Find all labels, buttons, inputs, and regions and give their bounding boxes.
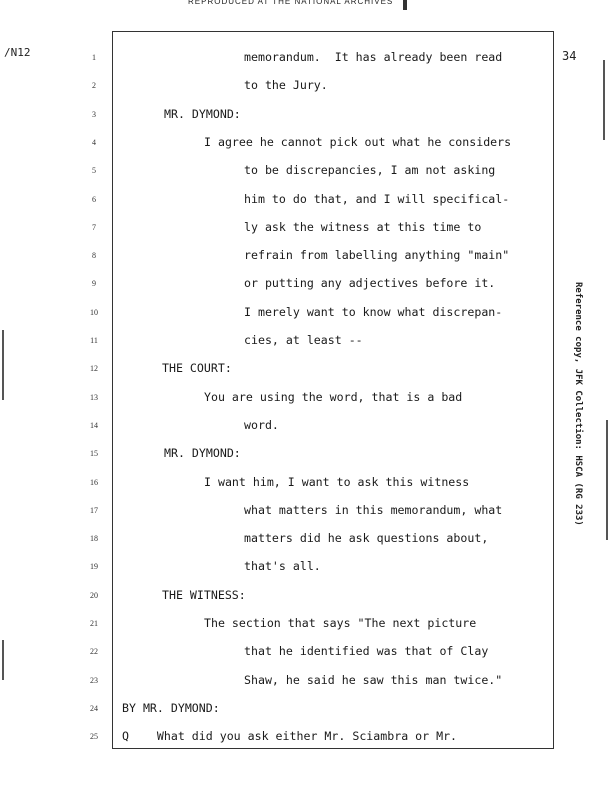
line-number: 19 xyxy=(90,562,98,572)
transcript-line: Q What did you ask either Mr. Sciambra or Mr. xyxy=(122,729,458,744)
line-number: 10 xyxy=(90,307,98,317)
transcript-line: to be discrepancies, I am not asking xyxy=(244,163,496,178)
transcript-line: MR. DYMOND: xyxy=(164,446,241,461)
transcript-line: to the Jury. xyxy=(244,78,328,93)
transcript-line: I merely want to know what discrepan- xyxy=(244,304,503,319)
transcript-line: refrain from labelling anything "main" xyxy=(244,248,510,263)
page-number: 34 xyxy=(562,49,577,63)
line-number: 20 xyxy=(90,590,98,600)
transcript-line: him to do that, and I will specifical- xyxy=(244,191,510,206)
transcript-line: Shaw, he said he saw this man twice." xyxy=(244,672,503,687)
line-number: 23 xyxy=(90,675,98,685)
line-number: 24 xyxy=(90,703,98,713)
line-number: 14 xyxy=(90,420,98,430)
transcript-line: that he identified was that of Clay xyxy=(244,644,489,659)
transcript-line: BY MR. DYMOND: xyxy=(122,700,220,715)
line-number: 9 xyxy=(92,279,96,289)
transcript-line: THE WITNESS: xyxy=(162,587,246,602)
line-number: 12 xyxy=(90,364,98,374)
line-number: 6 xyxy=(92,194,96,204)
transcript-line: cies, at least -- xyxy=(244,333,363,347)
transcript-line: I want him, I want to ask this witness xyxy=(204,474,470,489)
line-number: 21 xyxy=(90,619,98,628)
line-number: 13 xyxy=(90,392,98,402)
line-number: 1 xyxy=(92,53,96,62)
transcript-line: matters did he ask questions about, xyxy=(244,531,489,546)
transcript-line: I agree he cannot pick out what he considers xyxy=(204,134,512,149)
line-number: 18 xyxy=(90,534,98,544)
edge-mark xyxy=(2,330,4,400)
line-number: 5 xyxy=(92,166,96,176)
line-number: 7 xyxy=(92,222,96,232)
transcript-line: what matters in this memorandum, what xyxy=(244,502,503,517)
transcript-line: word. xyxy=(244,417,279,432)
transcript-line: memorandum. It has already been read xyxy=(244,50,503,64)
line-number: 3 xyxy=(92,109,96,119)
transcript-line: The section that says "The next picture xyxy=(204,616,477,630)
edge-mark xyxy=(603,60,605,140)
line-number: 17 xyxy=(90,505,98,515)
line-number: 2 xyxy=(92,81,96,91)
archive-header: REPRODUCED AT THE NATIONAL ARCHIVES xyxy=(188,0,394,6)
line-number: 16 xyxy=(90,477,98,487)
transcript-line: THE COURT: xyxy=(162,361,232,376)
transcript-line: MR. DYMOND: xyxy=(164,106,241,121)
transcript-line: or putting any adjectives before it. xyxy=(244,276,496,291)
line-number: 15 xyxy=(90,449,98,459)
transcript-line: that's all. xyxy=(244,559,321,574)
edge-mark xyxy=(606,420,608,540)
line-number: 25 xyxy=(90,732,98,742)
vertical-reference-note: Reference copy, JFK Collection: HSCA (RG 233) xyxy=(573,282,583,526)
side-identifier: /N12 xyxy=(4,46,31,59)
line-number: 22 xyxy=(90,647,98,657)
line-number: 8 xyxy=(92,251,96,261)
edge-mark xyxy=(2,640,4,680)
line-number: 4 xyxy=(92,137,96,147)
header-mark xyxy=(403,0,407,10)
line-number: 11 xyxy=(90,336,98,345)
transcript-line: ly ask the witness at this time to xyxy=(244,219,482,234)
transcript-line: You are using the word, that is a bad xyxy=(204,389,463,404)
